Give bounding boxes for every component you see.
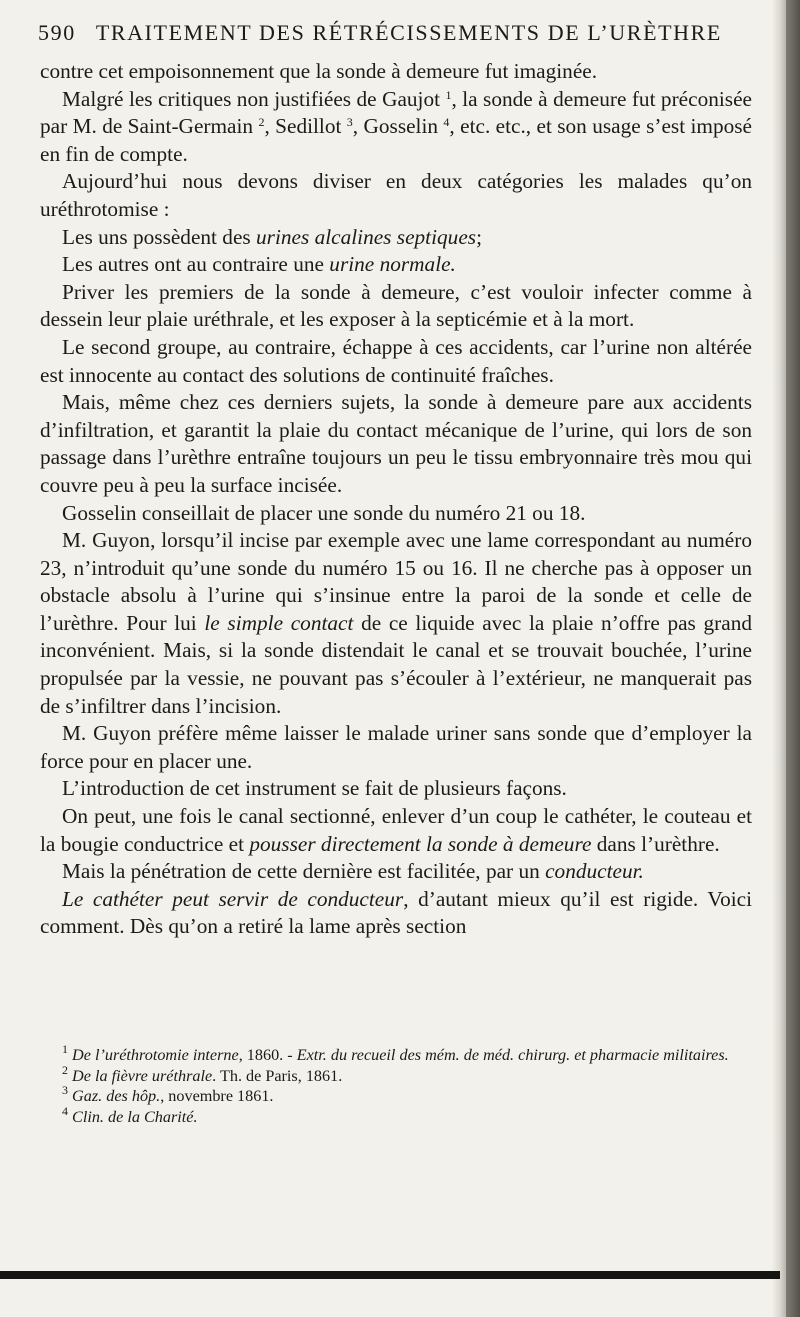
paragraph: Malgré les critiques non justifiées de Gaujot $^1$, la sonde à demeure fut préconisée par M. de Saint-Germain $^2$, Sedillot $^3$, Gosselin $^4$, etc. etc., et son usage s’est imposé en fin de compte. xyxy=(40,86,753,166)
paragraph: Priver les premiers de la sonde à demeure, c’est vouloir infecter comme à dessein leur plaie uréthrale, et les exposer à la septicémie et à la mort. xyxy=(40,279,752,332)
paragraph: Les autres ont au contraire une urine normale. xyxy=(62,252,456,277)
paragraph: Le second groupe, au contraire, échappe à ces accidents, car l’urine non altérée est innocente au contact des solutions de continuité fraîches. xyxy=(40,334,752,387)
paragraph: contre cet empoisonnement que la sonde à demeure fut imaginée. xyxy=(40,59,598,83)
paragraph: Aujourd’hui nous devons diviser en deux catégories les malades qu’on uréthrotomise : xyxy=(40,169,752,221)
footnote: $^3$ Gaz. des hôp., novembre 1861. xyxy=(62,1083,274,1105)
paragraph: Mais la pénétration de cette dernière est facilitée, par un conducteur. xyxy=(62,859,644,884)
footnote: $^4$ Clin. de la Charité. xyxy=(62,1103,198,1126)
paragraph: On peut, une fois le canal sectionné, enlever d’un coup le cathéter, le couteau et la bougie conductrice et pousser directement la sonde à demeure dans l’urèthre. xyxy=(40,804,752,856)
paragraph: M. Guyon, lorsqu’il incise par exemple avec une lame correspondant au numéro 23, n’introduit qu’une sonde du numéro 15 ou 16. Il ne cherche pas à opposer un obstacle absolu à l’urine qui s’insinue entre la paroi de la sonde et celle de l’urèthre. Pour lui le simple contact de ce liquide avec la plaie n’offre pas grand inconvénient. Mais, si la sonde distendait le canal et se trouvait bouchée, l’urine propulsée par la vessie, ne pouvant pas s’écouler à l’extérieur, ne manquerait pas de s’infiltrer dans l’incision. xyxy=(40,528,753,718)
paragraph: Mais, même chez ces derniers sujets, la sonde à demeure pare aux accidents d’infiltration, et garantit la plaie du contact mécanique de l’urine, qui lors de son passage dans l’urèthre entraîne toujours un peu le tissu embryonnaire très mou qui couvre peu à peu la surface incisée. xyxy=(40,390,752,497)
footnote-ref: 4 xyxy=(443,115,450,130)
paragraph: Le cathéter peut servir de conducteur, d’autant mieux qu’il est rigide. Voici comment. Dès qu’on a retiré la lame après section xyxy=(40,886,753,939)
footnote-ref: 3 xyxy=(346,115,353,130)
footnote-ref: 1 xyxy=(445,87,452,102)
body-text xyxy=(40,58,752,941)
footnote: $^2$ De la fièvre uréthrale. Th. de Paris, 1861. xyxy=(62,1062,343,1085)
footnotes xyxy=(40,1042,752,1127)
page-number: 590 xyxy=(38,20,76,45)
paragraph: M. Guyon préfère même laisser le malade uriner sans sonde que d’employer la force pour en placer une. xyxy=(40,721,752,773)
paragraph: L’introduction de cet instrument se fait de plusieurs façons. xyxy=(62,776,567,801)
running-title: TRAITEMENT DES RÉTRÉCISSEMENTS DE L’URÈTHRE xyxy=(95,20,722,45)
footnote-ref: 2 xyxy=(258,115,265,130)
paragraph: Les uns possèdent des urines alcalines septiques; xyxy=(62,224,482,249)
footnote: $^1$ De l’uréthrotomie interne, 1860. - Extr. du recueil des mém. de méd. chirurg. et pharmacie militaires. xyxy=(62,1042,729,1064)
bottom-edge-bar xyxy=(0,1271,780,1279)
binding-edge xyxy=(786,0,800,1317)
paragraph: Gosselin conseillait de placer une sonde du numéro 21 ou 18. xyxy=(62,500,586,525)
running-header xyxy=(38,20,750,46)
